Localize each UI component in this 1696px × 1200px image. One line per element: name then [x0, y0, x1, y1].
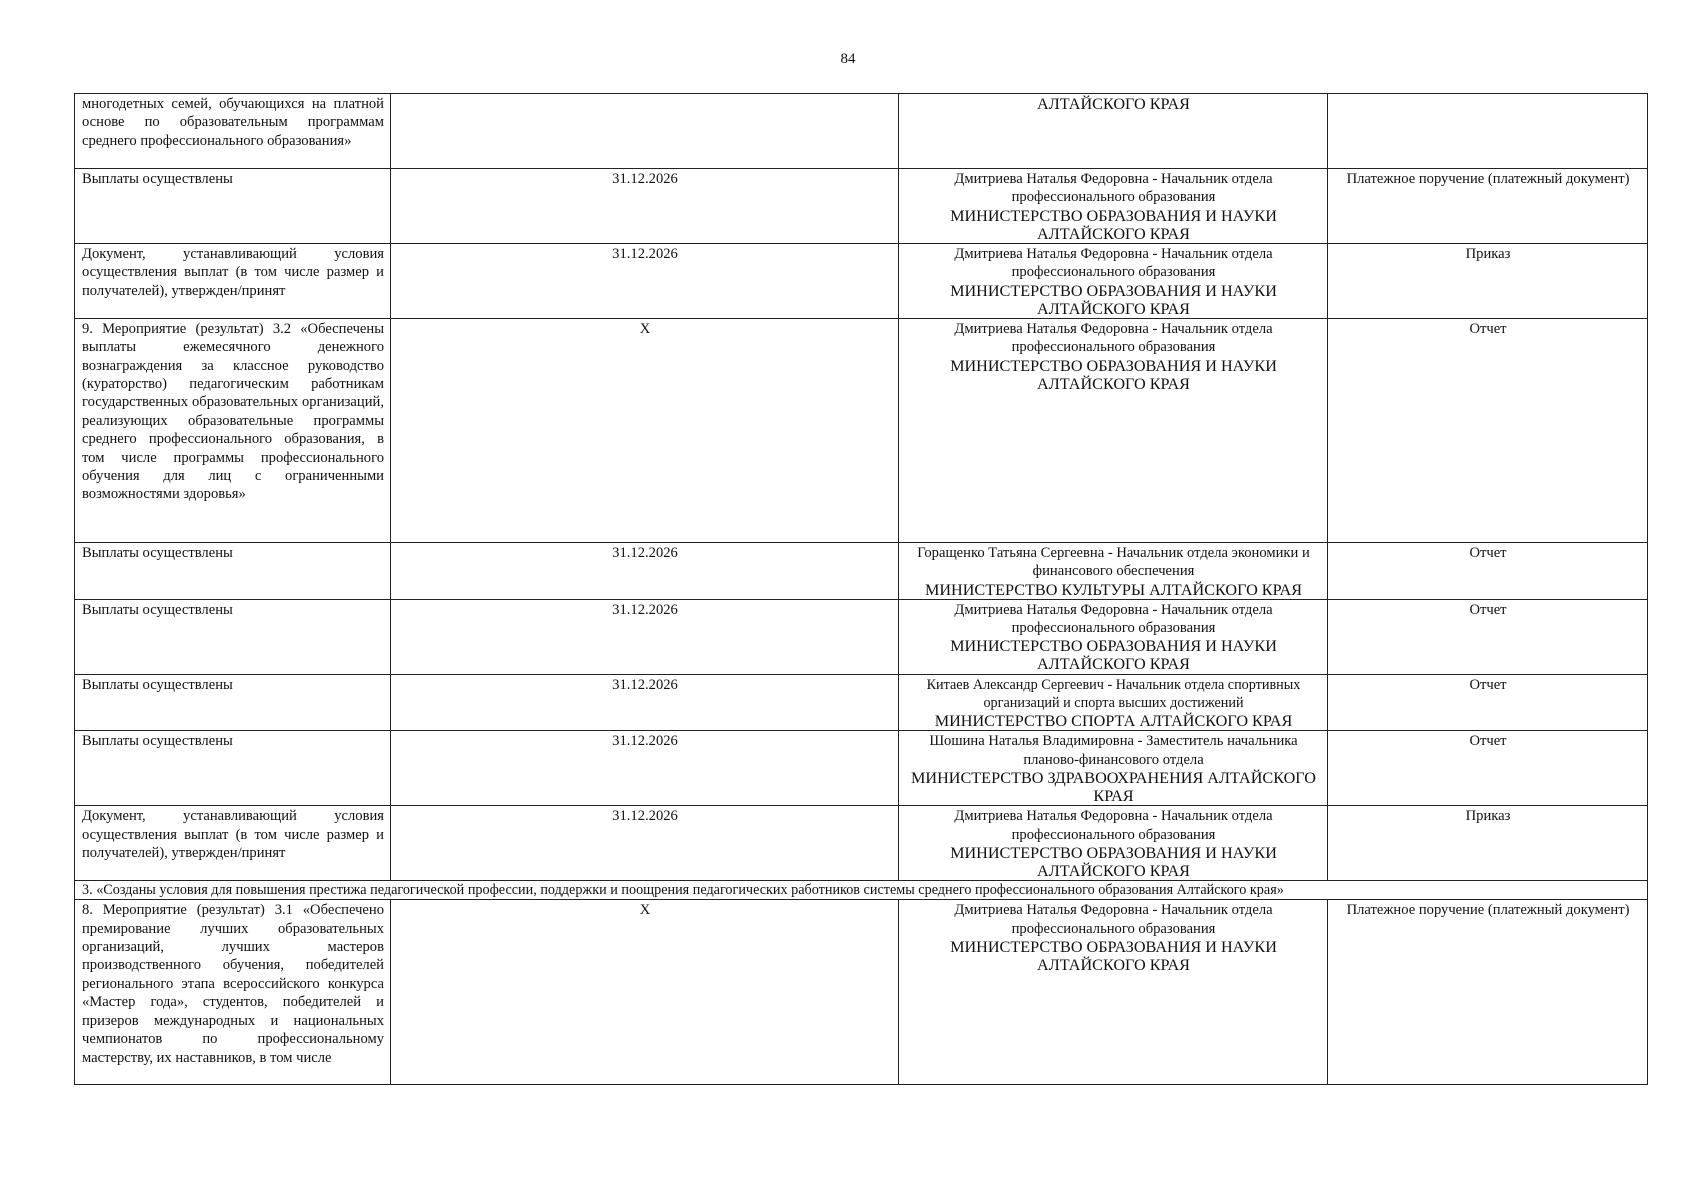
ministry-name: МИНИСТЕРСТВО ОБРАЗОВАНИЯ И НАУКИ АЛТАЙСКОГО КРАЯ [950, 938, 1277, 975]
responsible-cell [899, 806, 1328, 881]
document-cell: Отчет [1328, 599, 1648, 674]
responsible-person: Дмитриева Наталья Федоровна - Начальник отдела профессионального образования [954, 171, 1273, 206]
responsible-cell [899, 169, 1328, 244]
table-row [75, 94, 1648, 169]
section-heading-row [75, 881, 1648, 900]
responsible-person: Дмитриева Наталья Федоровна - Начальник отдела профессионального образования [954, 808, 1273, 843]
responsible-person: Дмитриева Наталья Федоровна - Начальник отдела профессионального образования [954, 246, 1273, 281]
deadline-cell: Х [391, 900, 899, 1085]
section-heading: 3. «Созданы условия для повышения престижа педагогической профессии, поддержки и поощрения педагогических работников системы среднего профессионального образования Алтайского края» [75, 881, 1648, 900]
responsible-person: Дмитриева Наталья Федоровна - Начальник отдела профессионального образования [954, 601, 1273, 637]
ministry-name: МИНИСТЕРСТВО КУЛЬТУРЫ АЛТАЙСКОГО КРАЯ [924, 580, 1303, 599]
description-cell: Выплаты осуществлены [75, 542, 391, 599]
deadline-cell: Х [391, 318, 899, 542]
responsible-cell [899, 318, 1328, 542]
responsible-person: Китаев Александр Сергеевич - Начальник отдела спортивных организаций и спорта высших достижений [926, 676, 1301, 712]
table-row [75, 806, 1648, 881]
description-cell: Выплаты осуществлены [75, 169, 391, 244]
description-cell: 9. Мероприятие (результат) 3.2 «Обеспечены выплаты ежемесячного денежного вознаграждения за классное руководство (кураторство) педагогическим работникам государственных образовательных организаций, реализующих образовательные программы среднего профессионального образования, в том числе программы профессионального обучения для лиц с ограниченными возможностями здоровья» [75, 318, 391, 542]
description-cell: многодетных семей, обучающихся на платной основе по образовательным программам среднего профессионального образования» [75, 94, 391, 169]
ministry-name: МИНИСТЕРСТВО СПОРТА АЛТАЙСКОГО КРАЯ [934, 712, 1293, 731]
responsible-cell [899, 674, 1328, 731]
document-cell [1328, 94, 1648, 169]
responsible-person: Дмитриева Наталья Федоровна - Начальник отдела профессионального образования [954, 902, 1273, 937]
ministry-name: МИНИСТЕРСТВО ЗДРАВООХРАНЕНИЯ АЛТАЙСКОГО КРАЯ [911, 769, 1316, 806]
document-cell: Отчет [1328, 318, 1648, 542]
ministry-name: МИНИСТЕРСТВО ОБРАЗОВАНИЯ И НАУКИ АЛТАЙСКОГО КРАЯ [950, 844, 1277, 881]
table-row [75, 244, 1648, 319]
deadline-cell: 31.12.2026 [391, 731, 899, 806]
document-cell: Отчет [1328, 731, 1648, 806]
table-row [75, 674, 1648, 731]
table-row [75, 599, 1648, 674]
ministry-name: МИНИСТЕРСТВО ОБРАЗОВАНИЯ И НАУКИ АЛТАЙСКОГО КРАЯ [950, 356, 1277, 393]
plan-table [74, 93, 1648, 1085]
responsible-cell [899, 599, 1328, 674]
responsible-person: Шошина Наталья Владимировна - Заместитель начальника планово-финансового отдела [929, 733, 1298, 768]
description-cell: Выплаты осуществлены [75, 599, 391, 674]
responsible-person: Дмитриева Наталья Федоровна - Начальник отдела профессионального образования [954, 320, 1273, 356]
description-cell: Документ, устанавливающий условия осуществления выплат (в том числе размер и получателей), утвержден/принят [75, 806, 391, 881]
deadline-cell: 31.12.2026 [391, 599, 899, 674]
table-row [75, 318, 1648, 542]
deadline-cell: 31.12.2026 [391, 542, 899, 599]
description-cell: Выплаты осуществлены [75, 731, 391, 806]
deadline-cell: 31.12.2026 [391, 674, 899, 731]
responsible-cell [899, 900, 1328, 1085]
description-cell: Выплаты осуществлены [75, 674, 391, 731]
table-row [75, 542, 1648, 599]
ministry-name: МИНИСТЕРСТВО ОБРАЗОВАНИЯ И НАУКИ АЛТАЙСКОГО КРАЯ [950, 206, 1277, 243]
responsible-person: Горащенко Татьяна Сергеевна - Начальник отдела экономики и финансового обеспечения [917, 544, 1310, 580]
table-row [75, 731, 1648, 806]
document-cell: Приказ [1328, 244, 1648, 319]
deadline-cell: 31.12.2026 [391, 169, 899, 244]
deadline-cell: 31.12.2026 [391, 244, 899, 319]
responsible-cell [899, 94, 1328, 169]
responsible-cell [899, 542, 1328, 599]
document-cell: Платежное поручение (платежный документ) [1328, 900, 1648, 1085]
ministry-name: АЛТАЙСКОГО КРАЯ [1037, 95, 1190, 113]
deadline-cell: 31.12.2026 [391, 806, 899, 881]
document-cell: Отчет [1328, 542, 1648, 599]
description-cell: Документ, устанавливающий условия осуществления выплат (в том числе размер и получателей), утвержден/принят [75, 244, 391, 319]
document-cell: Приказ [1328, 806, 1648, 881]
ministry-name: МИНИСТЕРСТВО ОБРАЗОВАНИЯ И НАУКИ АЛТАЙСКОГО КРАЯ [950, 637, 1277, 674]
table-row [75, 900, 1648, 1085]
ministry-name: МИНИСТЕРСТВО ОБРАЗОВАНИЯ И НАУКИ АЛТАЙСКОГО КРАЯ [950, 281, 1277, 318]
responsible-cell [899, 244, 1328, 319]
document-cell: Отчет [1328, 674, 1648, 731]
table-row [75, 169, 1648, 244]
description-cell: 8. Мероприятие (результат) 3.1 «Обеспечено премирование лучших образовательных организаций, лучших мастеров производственного обучения, победителей регионального этапа всероссийского конкурса «Мастер года», студентов, победителей и призеров международных и национальных чемпионатов по профессиональному мастерству, их наставников, в том числе [75, 900, 391, 1085]
document-cell: Платежное поручение (платежный документ) [1328, 169, 1648, 244]
deadline-cell [391, 94, 899, 169]
responsible-cell [899, 731, 1328, 806]
page-number: 84 [840, 51, 856, 67]
